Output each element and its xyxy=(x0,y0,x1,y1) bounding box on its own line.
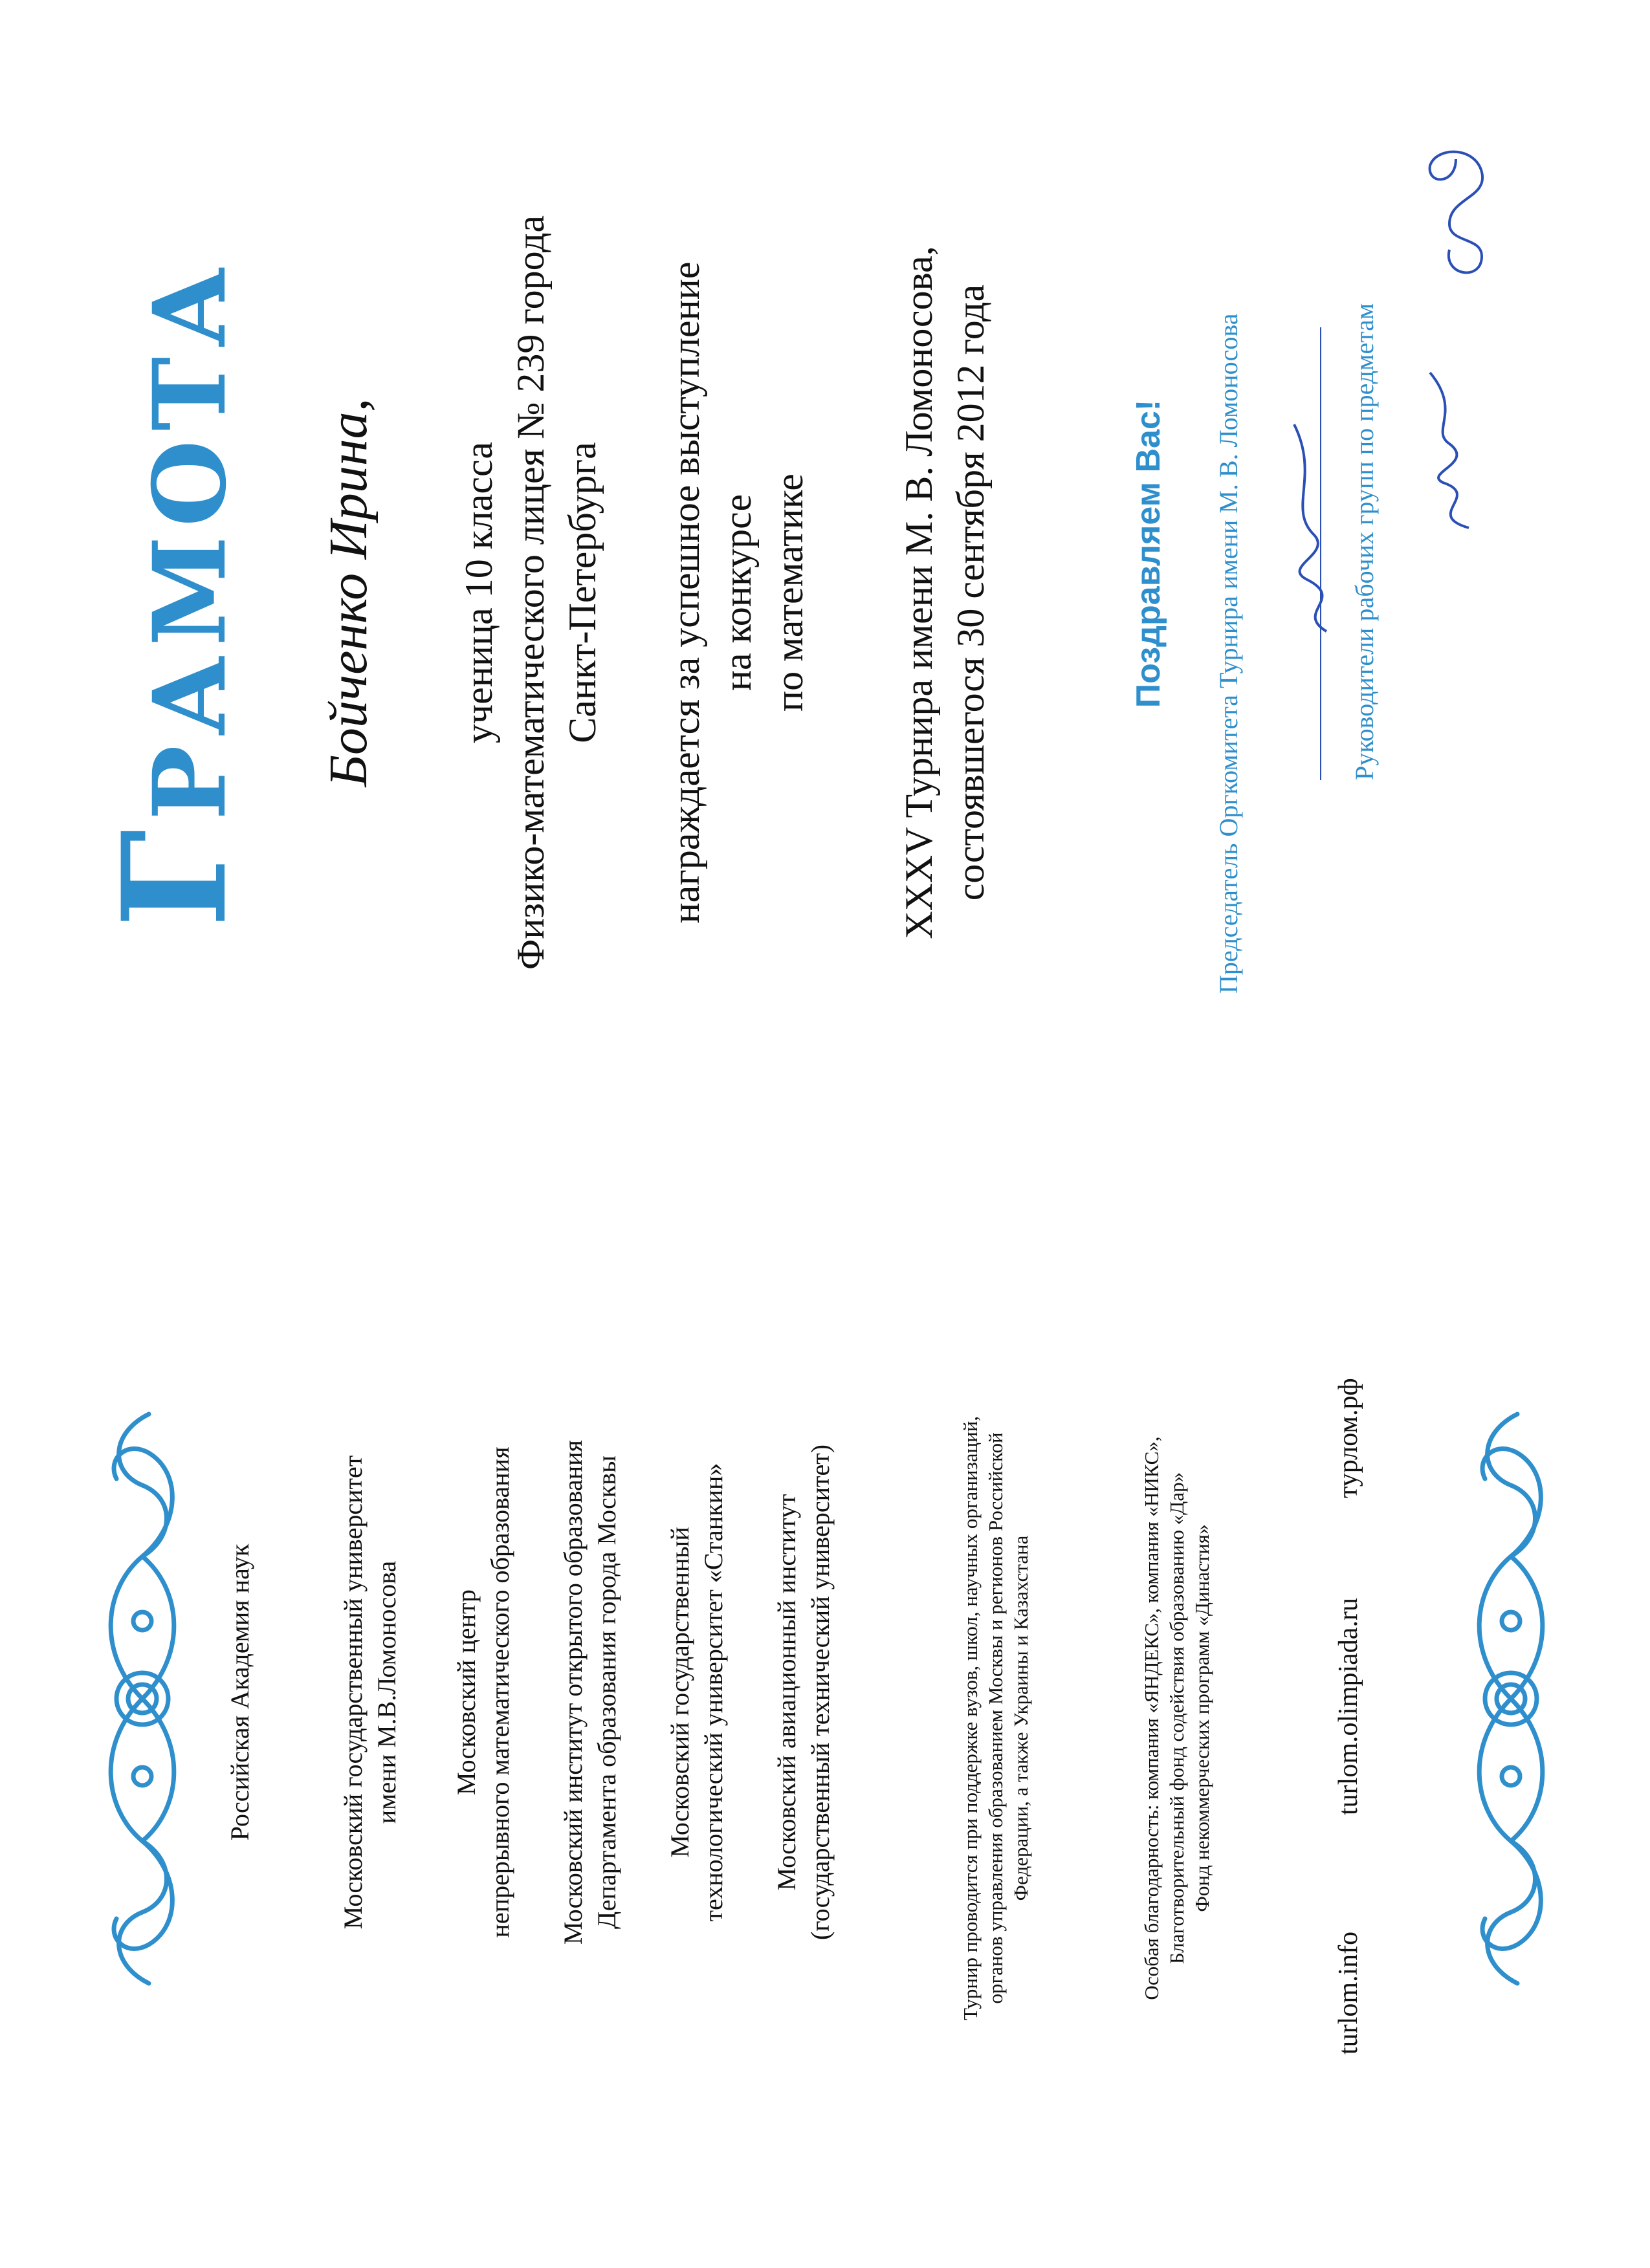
thanks-line: Благотворительный фонд содействия образованию «Дар» xyxy=(1165,1472,1188,1965)
org-line: Российская Академия наук xyxy=(225,1543,254,1841)
org-line: имени М.В.Ломоносова xyxy=(372,1560,401,1824)
chair-label: Председатель Оргкомитета Турнира имени М. В. Ломоносова xyxy=(1214,313,1243,994)
org-stankin xyxy=(663,1265,731,2119)
site-link[interactable]: turlom.olimpiada.ru xyxy=(1334,1598,1363,1815)
support-line: органов управления образованием Москвы и регионов Российской xyxy=(984,1432,1007,2004)
top-ornament xyxy=(71,1395,214,2003)
thanks-line: Особая благодарность: компания «ЯНДЕКС», компания «НИКС», xyxy=(1140,1436,1163,2000)
org-line: Московский институт открытого образования xyxy=(558,1440,588,1945)
org-line: Московский государственный университет xyxy=(338,1455,368,1930)
org-msu xyxy=(336,1265,404,2119)
org-line: непрерывного математического образования xyxy=(485,1446,514,1938)
org-line: Московский государственный xyxy=(665,1527,694,1858)
org-line: Департамента образования города Москвы xyxy=(592,1456,621,1929)
award-line: награждается за успешное выступление xyxy=(665,261,707,924)
support-note xyxy=(958,1214,1033,2223)
event-line: состоявшегося 30 сентября 2012 года xyxy=(949,284,992,901)
org-line: технологический университет «Станкин» xyxy=(699,1463,728,1922)
leader-signature xyxy=(1411,366,1495,534)
leaders-label: Руководители рабочих групп по предметам xyxy=(1350,303,1379,780)
support-line: Турнир проводится при поддержке вузов, школ, научных организаций, xyxy=(959,1415,982,2021)
award-line: на конкурсе xyxy=(716,494,759,692)
bottom-ornament xyxy=(1440,1395,1582,2003)
award-reason xyxy=(660,120,815,1065)
certificate-title: Грамота xyxy=(91,257,258,928)
org-line: Московский центр xyxy=(452,1589,481,1795)
site-link[interactable]: turlom.info xyxy=(1334,1931,1363,2055)
award-line: по математике xyxy=(768,474,811,712)
student-info xyxy=(453,120,608,1065)
student-line: Физико-математического лицея № 239 города xyxy=(509,215,552,970)
chair-signature xyxy=(1268,418,1359,638)
recipient-name: Бойченко Ирина, xyxy=(318,398,379,787)
special-thanks xyxy=(1139,1214,1215,2223)
org-mai xyxy=(770,1265,837,2119)
org-ras xyxy=(223,1265,257,2119)
student-line: Санкт-Петербурга xyxy=(561,442,604,743)
org-mccme xyxy=(450,1265,517,2119)
org-line: (государственный технический университет) xyxy=(806,1444,835,1941)
event-line: XXXV Турнира имени М. В. Ломоносова, xyxy=(897,246,940,939)
site-link[interactable]: турлом.рф xyxy=(1334,1378,1363,1498)
org-line: Московский авиационный институт xyxy=(772,1494,801,1891)
org-mioo xyxy=(556,1265,624,2119)
swirl-ornament-icon xyxy=(71,1395,214,2003)
thanks-line: Фонд некоммерческих программ «Династия» xyxy=(1191,1524,1213,1912)
leader-signature xyxy=(1411,127,1508,295)
swirl-ornament-icon xyxy=(1440,1395,1582,2003)
support-line: Федерации, а также Украины и Казахстана xyxy=(1009,1535,1032,1901)
event-info xyxy=(893,120,996,1065)
congratulations: Поздравляем Вас! xyxy=(1130,399,1167,708)
student-line: ученица 10 класса xyxy=(457,441,500,744)
